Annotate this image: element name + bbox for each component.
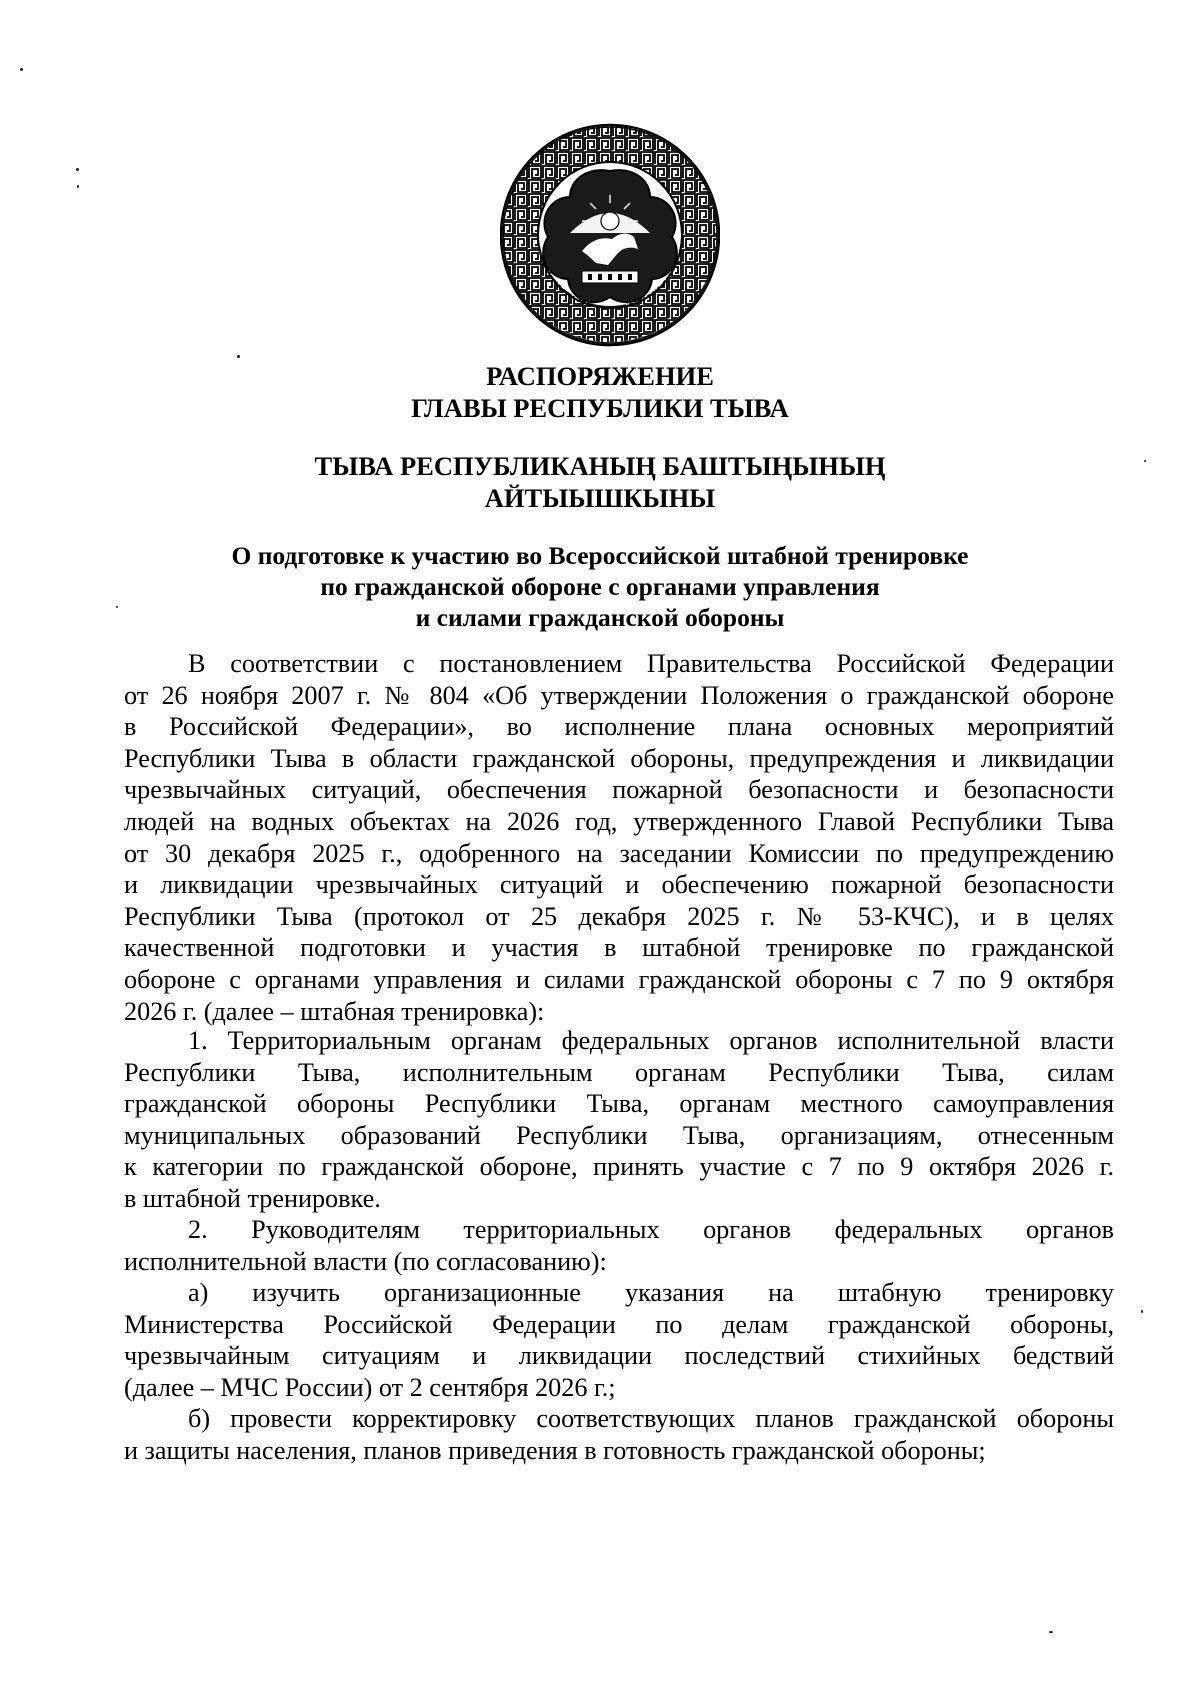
subject-line-1: О подготовке к участию во Всероссийской штабной тренировке — [231, 541, 969, 570]
text-line: 1. Территориальным органам федеральных органов исполнительной власти — [188, 1026, 1114, 1055]
item-2-paragraph — [124, 1214, 1114, 1277]
text-line: гражданской обороны Республики Тыва, органам местного самоуправления — [124, 1089, 1114, 1119]
item-1-paragraph — [124, 1025, 1114, 1215]
text-line: Республики Тыва, исполнительным органам Республики Тыва, силам — [124, 1057, 1114, 1087]
scan-speck — [20, 68, 23, 71]
text-line: а) изучить организационные указания на штабную тренировку — [188, 1278, 1114, 1307]
text-line: от 30 декабря 2025 г., одобренного на заседании Комиссии по предупреждению — [124, 838, 1114, 868]
tuva-coat-of-arms-icon — [500, 123, 720, 348]
tuvan-title-line-2: АЙТЫЫШКЫНЫ — [484, 483, 716, 513]
subject-line-2: по гражданской обороне с органами управления — [320, 572, 880, 601]
title-line-1: РАСПОРЯЖЕНИЕ — [486, 361, 714, 391]
text-line: в Российской Федерации», во исполнение плана основных мероприятий — [124, 712, 1114, 742]
text-line: от 26 ноября 2007 г. № 804 «Об утверждении Положения о гражданской обороне — [124, 680, 1114, 710]
text-line: б) провести корректировку соответствующих планов гражданской обороны — [188, 1404, 1114, 1433]
text-line: чрезвычайным ситуациям и ликвидации последствий стихийных бедствий — [124, 1341, 1114, 1371]
text-line: 2. Руководителям территориальных органов федеральных органов — [188, 1215, 1114, 1244]
item-2b-paragraph — [124, 1403, 1114, 1466]
text-line: В соответствии с постановлением Правительства Российской Федерации — [188, 649, 1114, 678]
text-line: к категории по гражданской обороне, принять участие с 7 по 9 октября 2026 г. — [124, 1152, 1114, 1182]
scan-speck — [76, 168, 79, 171]
text-line: и ликвидации чрезвычайных ситуаций и обеспечению пожарной безопасности — [124, 870, 1114, 900]
text-line: качественной подготовки и участия в штабной тренировке по гражданской — [124, 933, 1114, 963]
text-line: и защиты населения, планов приведения в готовность гражданской обороны; — [124, 1435, 986, 1465]
scan-speck — [1141, 1310, 1143, 1313]
text-line: (далее – МЧС России) от 2 сентября 2026 г.; — [124, 1372, 616, 1402]
document-title — [100, 360, 1100, 424]
document-title-tuvan — [100, 450, 1100, 514]
text-line: чрезвычайных ситуаций, обеспечения пожарной безопасности и безопасности — [124, 775, 1114, 805]
tuvan-title-line-1: ТЫВА РЕСПУБЛИКАНЫҢ БАШТЫҢЫНЫҢ — [314, 451, 886, 481]
subject-line-3: и силами гражданской обороны — [415, 603, 785, 632]
text-line: Республики Тыва в области гражданской обороны, предупреждения и ликвидации — [124, 743, 1114, 773]
scan-speck — [116, 606, 118, 608]
scan-speck — [1144, 460, 1146, 462]
scan-speck — [1049, 1631, 1053, 1633]
document-subject — [100, 540, 1100, 633]
text-line: людей на водных объектах на 2026 год, утвержденного Главой Республики Тыва — [124, 806, 1114, 836]
text-line: муниципальных образований Республики Тыва, организациям, отнесенным — [124, 1120, 1114, 1150]
text-line: в штабной тренировке. — [124, 1183, 381, 1213]
scan-speck — [77, 185, 79, 188]
text-line: Министерства Российской Федерации по делам гражданской обороны, — [124, 1309, 1114, 1339]
text-line: обороне с органами управления и силами гражданской обороны с 7 по 9 октября — [124, 964, 1114, 994]
text-line: Республики Тыва (протокол от 25 декабря 2025 г. № 53-КЧС), и в целях — [124, 901, 1114, 931]
item-2a-paragraph — [124, 1277, 1114, 1403]
text-line: исполнительной власти (по согласованию): — [124, 1246, 607, 1276]
preamble-paragraph — [124, 648, 1114, 1027]
title-line-2: ГЛАВЫ РЕСПУБЛИКИ ТЫВА — [411, 393, 789, 423]
text-line: 2026 г. (далее – штабная тренировка): — [124, 996, 545, 1026]
scan-speck — [237, 355, 240, 358]
